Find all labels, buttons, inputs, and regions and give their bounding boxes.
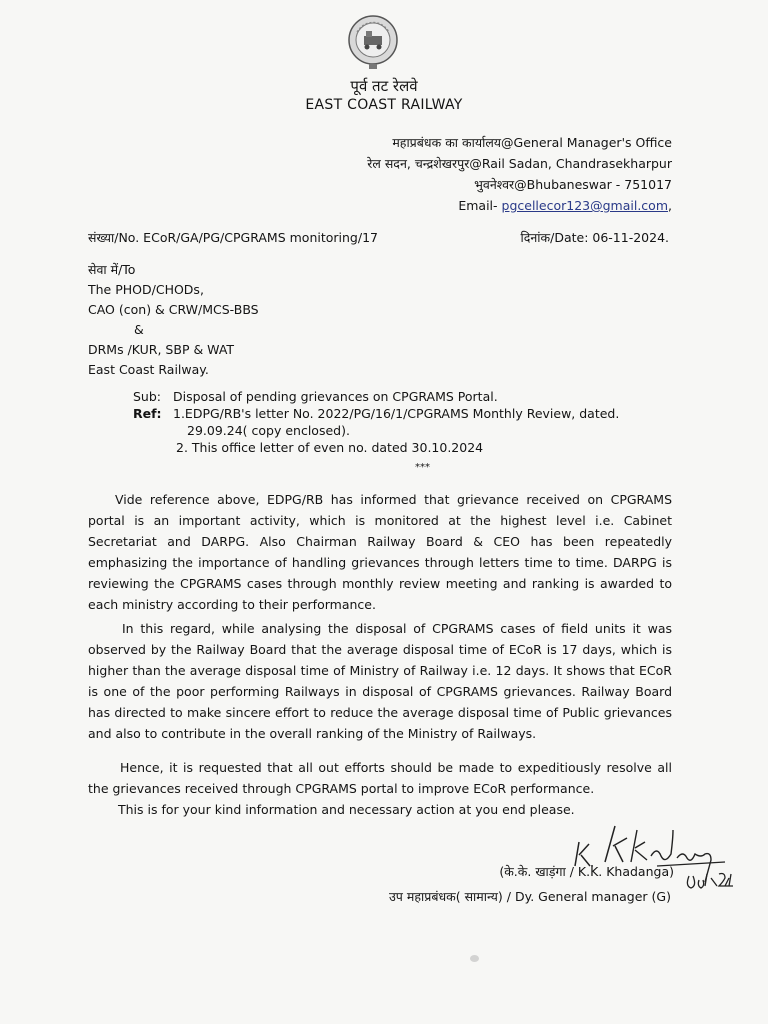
reference-row-1 bbox=[133, 405, 693, 422]
reference-2: 2. This office letter of even no. dated 30.10.2024 bbox=[176, 440, 484, 455]
address-email-row bbox=[367, 195, 672, 216]
signatory-name: (के.के. खाड़ंगा / K.K. Khadanga) bbox=[499, 864, 674, 879]
body-paragraph-4: This is for your kind information and necessary action at you end please. bbox=[118, 802, 575, 817]
separator-stars: *** bbox=[415, 462, 430, 473]
reference-label: Ref: bbox=[133, 406, 162, 421]
scan-speck bbox=[470, 955, 479, 962]
email-trail: , bbox=[668, 198, 672, 213]
signatory-designation: उप महाप्रबंधक( सामान्य) / Dy. General manager (G) bbox=[388, 889, 671, 904]
body-paragraph-3: Hence, it is requested that all out efforts should be made to expeditiously resolve all the grievances received through CPGRAMS portal to improve ECoR performance. bbox=[88, 760, 672, 796]
reference-1-line-1: 1.EDPG/RB's letter No. 2022/PG/16/1/CPGRAMS Monthly Review, dated. bbox=[173, 406, 620, 421]
subject-label: Sub: bbox=[133, 389, 162, 404]
recipient-line-2: CAO (con) & CRW/MCS-BBS bbox=[88, 302, 259, 317]
body-paragraph-1: Vide reference above, EDPG/RB has informed that grievance received on CPGRAMS portal is an important activity, which is monitored at the highest level i.e. Cabinet Secretariat and DARPG. Also Chairman Railway Board & CEO has been repeatedly emphasizing the importance of handling grievances through letters time to time. DARPG is reviewing the CPGRAMS cases through monthly review meeting and ranking is awarded to each ministry according to their performance. bbox=[88, 492, 672, 612]
address-line-3: भुवनेश्वर@Bhubaneswar - 751017 bbox=[474, 177, 672, 192]
recipient-line-1: The PHOD/CHODs, bbox=[88, 282, 204, 297]
recipient-ampersand: & bbox=[134, 322, 144, 337]
address-line-2: रेल सदन, चन्द्रशेखरपुर@Rail Sadan, Chandrasekharpur bbox=[367, 156, 672, 171]
body-paragraph-2: In this regard, while analysing the disposal of CPGRAMS cases of field units it was observed by the Railway Board that the average disposal time of ECoR is 17 days, which is higher than the average disposal time of Ministry of Railway i.e. 12 days. It shows that ECoR is one of the poor performing Railways in disposal of CPGRAMS grievances. Railway Board has directed to make sincere effort to reduce the average disposal time of Public grievances and also to contribute in the overall ranking of the Ministry of Railways. bbox=[88, 621, 672, 741]
address-line-1: महाप्रबंधक का कार्यालय@General Manager's Office bbox=[392, 135, 672, 150]
email-label: Email- bbox=[458, 198, 498, 213]
org-title-english: EAST COAST RAILWAY bbox=[305, 97, 463, 113]
recipient-line-3: DRMs /KUR, SBP & WAT bbox=[88, 342, 235, 357]
subject-row bbox=[133, 388, 693, 405]
reference-1-line-2: 29.09.24( copy enclosed). bbox=[187, 423, 350, 438]
letter-reference-number: संख्या/No. ECoR/GA/PG/CPGRAMS monitoring/17 bbox=[88, 230, 378, 245]
email-link[interactable]: pgcellecor123@gmail.com bbox=[501, 198, 669, 213]
letter-date: दिनांक/Date: 06-11-2024. bbox=[520, 230, 669, 245]
letter-body bbox=[88, 489, 672, 820]
org-title-hindi: पूर्व तट रेलवे bbox=[350, 77, 418, 95]
handwritten-signature-icon bbox=[565, 822, 745, 894]
recipient-line-4: East Coast Railway. bbox=[88, 362, 209, 377]
salutation: सेवा में/To bbox=[88, 262, 136, 277]
subject-reference-block bbox=[133, 388, 693, 456]
indian-railways-emblem-icon bbox=[347, 12, 399, 72]
office-address bbox=[367, 132, 672, 216]
subject-text: Disposal of pending grievances on CPGRAMS Portal. bbox=[173, 389, 498, 404]
recipients-block bbox=[88, 260, 259, 380]
